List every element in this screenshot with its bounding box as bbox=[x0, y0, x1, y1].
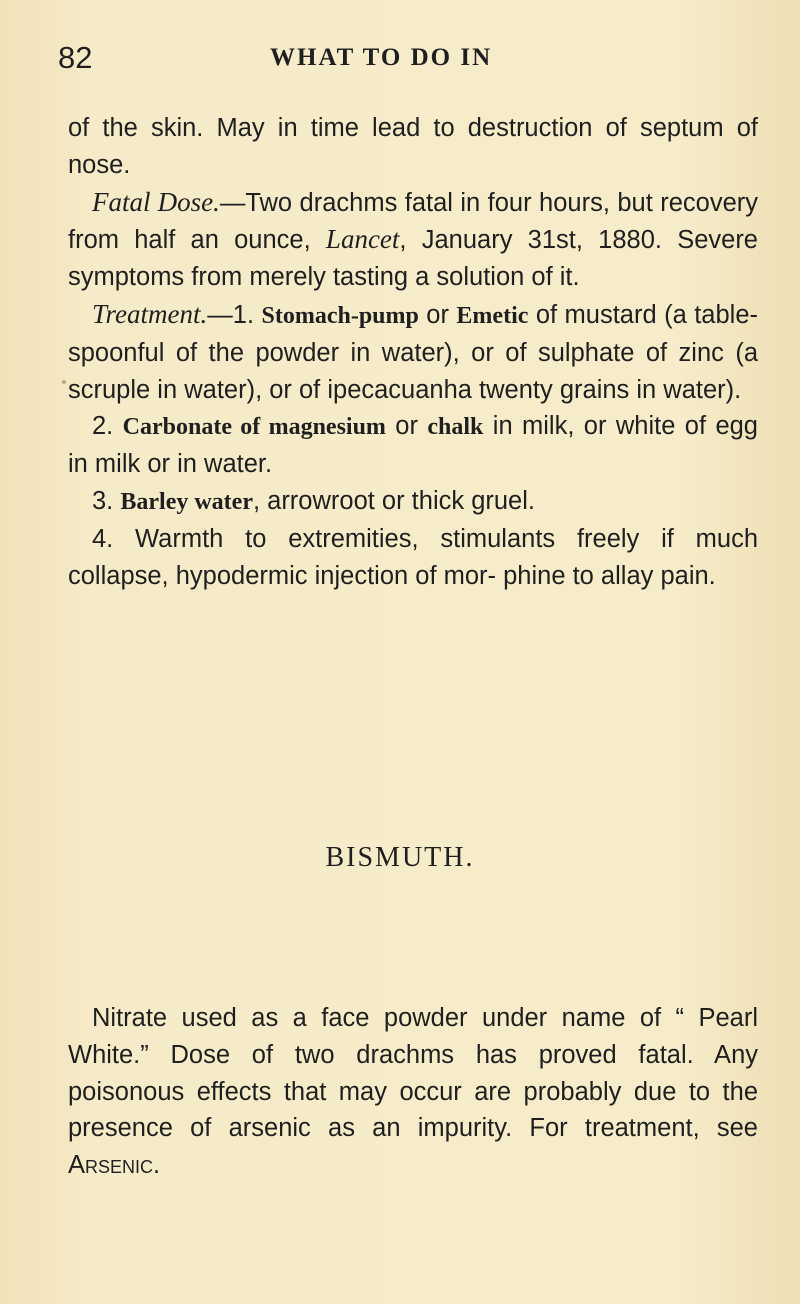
item-2-number: 2. bbox=[92, 412, 123, 441]
fatal-dose-text: —Two drachms fatal in four hours, but recovery from half an ounce, bbox=[68, 188, 758, 255]
paragraph-fatal-dose bbox=[68, 184, 758, 296]
chalk-term: chalk bbox=[427, 414, 484, 441]
treatment-or: or bbox=[418, 300, 457, 329]
paragraph-item-2 bbox=[68, 408, 758, 483]
page-header bbox=[58, 36, 758, 80]
fatal-dose-rest: , January 31st, 1880. Severe symptoms from merely tasting a solution of it. bbox=[68, 226, 758, 292]
item-3-number: 3. bbox=[92, 486, 121, 515]
barley-water-term: Barley water bbox=[120, 488, 253, 515]
item-2-rest: in milk, or white of egg in milk or in water. bbox=[68, 412, 758, 479]
running-head: WHAT TO DO IN bbox=[270, 44, 493, 71]
stomach-pump-term: Stomach-pump bbox=[261, 302, 419, 329]
paragraph-treatment bbox=[68, 296, 758, 408]
paragraph-item-4: 4. Warmth to extremities, stimulants freely if much collapse, hypodermic injection of mor- phine to allay pain. bbox=[68, 524, 758, 590]
paper-speck bbox=[62, 380, 66, 384]
paragraph-item-3 bbox=[68, 483, 758, 521]
treatment-rest: of mustard (a table-spoonful of the powder in water), or of sulphate of zinc (a scruple in water), or of ipecacuanha twenty grains in water). bbox=[68, 300, 758, 404]
lancet-citation: Lancet bbox=[325, 224, 400, 255]
item-3-rest: , arrowroot or thick gruel. bbox=[252, 486, 535, 515]
body-text bbox=[68, 110, 758, 594]
section-body-bismuth bbox=[68, 1000, 758, 1184]
fatal-dose-heading: Fatal Dose. bbox=[92, 186, 220, 217]
treatment-heading: Treatment. bbox=[92, 298, 208, 329]
treatment-number: —1. bbox=[207, 300, 255, 329]
paragraph-skin: of the skin. May in time lead to destruction of septum of nose. bbox=[68, 114, 758, 179]
item-2-or: or bbox=[385, 412, 428, 441]
bismuth-text: Nitrate used as a face powder under name of “ Pearl White.” Dose of two drachms has proved fatal. Any poisonous effects that may occur are probably due to the presence of arsenic as an impurity. For treatment, see bbox=[68, 1004, 758, 1143]
emetic-term: Emetic bbox=[456, 302, 529, 329]
carbonate-term: Carbonate of magnesium bbox=[122, 414, 386, 441]
arsenic-reference: Arsenic. bbox=[68, 1151, 161, 1180]
section-title-bismuth: BISMUTH. bbox=[325, 842, 475, 873]
page-number: 82 bbox=[58, 40, 93, 75]
bismuth-paragraph bbox=[68, 1000, 758, 1184]
